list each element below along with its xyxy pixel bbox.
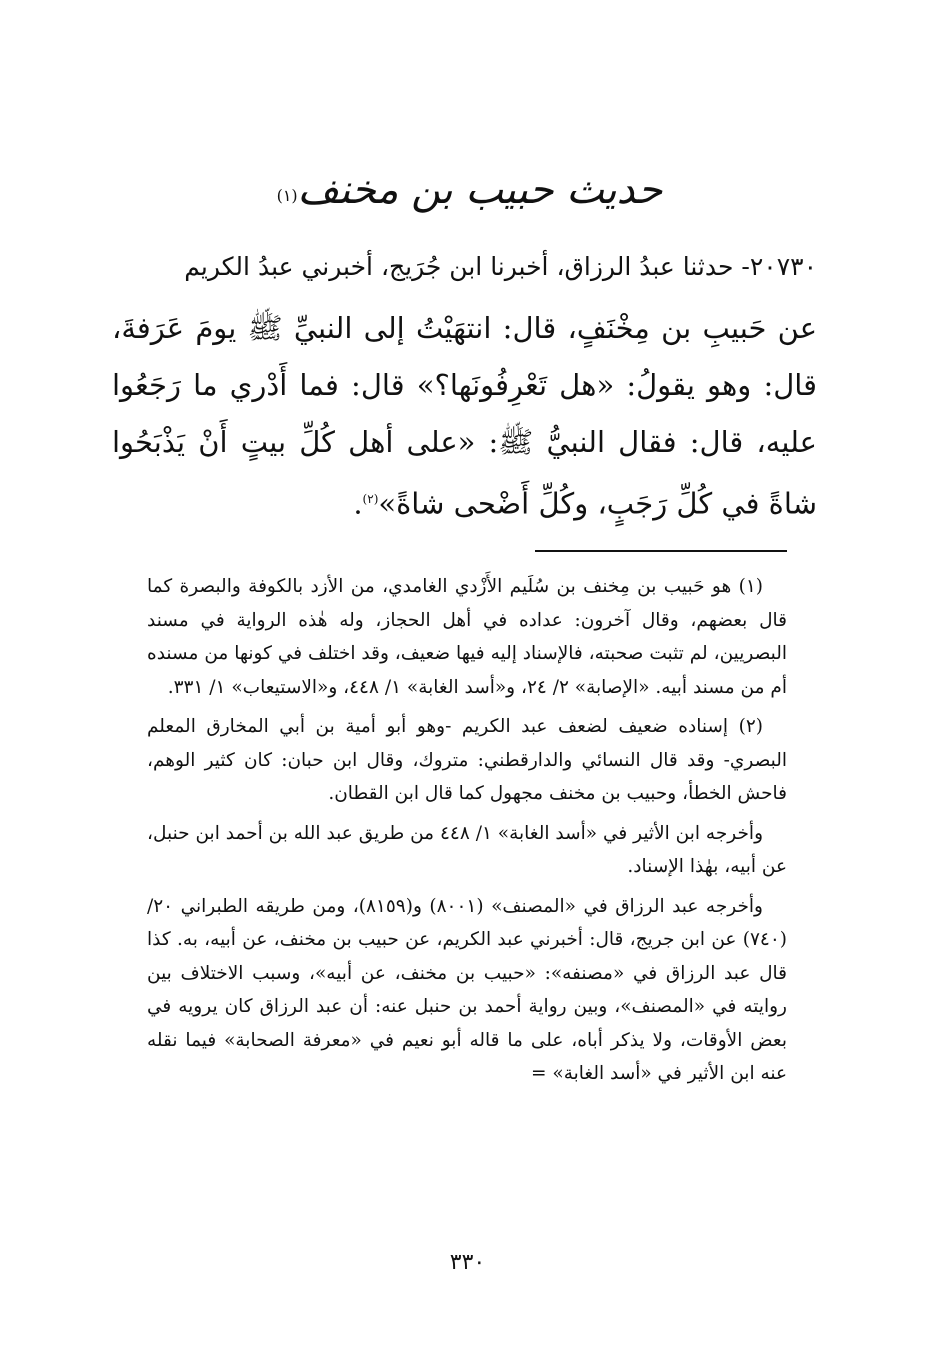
- footnotes-section: [147, 570, 787, 1097]
- chapter-title: [0, 160, 935, 220]
- hadith-text: [112, 242, 817, 533]
- footnote-2-continuation-a: وأخرجه ابن الأثير في «أسد الغابة» ١/ ٤٤٨ من طريق عبد الله بن أحمد ابن حنبل، عن أبيه، بهٰذا الإسناد.: [147, 822, 787, 877]
- footnote-1: (١) هو حَبيب بن مِخنف بن سُلَيم الأَزْدي الغامدي، من الأزد بالكوفة والبصرة كما قال بعضهم، وقال آخرون: عداده في أهل الحجاز، وله هٰذه الرواية في مسند البصريين، لم تثبت صحبته، فالإسناد إليه فيها ضعيف، وقد اختلف في كونها من مسنده أم من مسند أبيه. «الإصابة» ٢/ ٢٤، و«أسد الغابة» ١/ ٤٤٨، و«الاستيعاب» ١/ ٣٣١.: [147, 576, 787, 698]
- hadith-body-text: عن حَبيبِ بن مِخْنَفٍ، قال: انتهَيْتُ إلى النبيِّ ﷺ يومَ عَرَفةَ، قال: وهو يقولُ: «هل تَعْرِفُونَها؟» قال: فما أَدْري ما رَجَعُوا عليه، قال: فقال النبيُّ ﷺ: «على أهل كُلِّ بيتٍ أَنْ يَذْبَحُوا شاةً في كُلِّ رَجَبٍ، وكُلِّ أَضْحى شاةً»: [112, 311, 817, 521]
- footnote-2-continuation-b: وأخرجه عبد الرزاق في «المصنف» (٨٠٠١) و(٨١٥٩)، ومن طريقه الطبراني ٢٠/ (٧٤٠) عن ابن جريج، قال: أخبرني عبد الكريم، عن حبيب بن مخنف، عن أبيه، به. كذا قال عبد الرزاق في «مصنفه»: «حبيب بن مخنف، عن أبيه»، وسبب الاختلاف بين روايته في «المصنف»، وبين رواية أحمد بن حنبل عنه: أن عبد الرزاق كان يرويه في بعض الأوقات، ولا يذكر أباه، على ما قاله أبو نعيم في «معرفة الصحابة» فيما نقله عنه ابن الأثير في «أسد الغابة» =: [147, 895, 787, 1084]
- footnote-separator: [535, 550, 787, 552]
- page-number: ٣٣٠: [449, 1250, 486, 1275]
- hadith-matn: [112, 300, 817, 533]
- hadith-isnad-line: ٢٠٧٣٠- حدثنا عبدُ الرزاق، أخبرنا ابن جُرَيج، أخبرني عبدُ الكريم: [184, 252, 817, 281]
- hadith-footnote-marker: (٢): [362, 492, 379, 506]
- title-footnote-marker: (١): [276, 186, 298, 205]
- chapter-title-text: حديث حبيب بن مخنف: [297, 167, 663, 213]
- footnote-2: (٢) إسناده ضعيف لضعف عبد الكريم -وهو أبو أمية بن أبي المخارق المعلم البصري- وقد قال النسائي والدارقطني: متروك، وقال ابن حبان: كان كثير الوهم، فاحش الخطأ، وحبيب بن مخنف مجهول كما قال ابن القطان.: [147, 716, 787, 804]
- hadith-end-mark: .: [353, 486, 363, 521]
